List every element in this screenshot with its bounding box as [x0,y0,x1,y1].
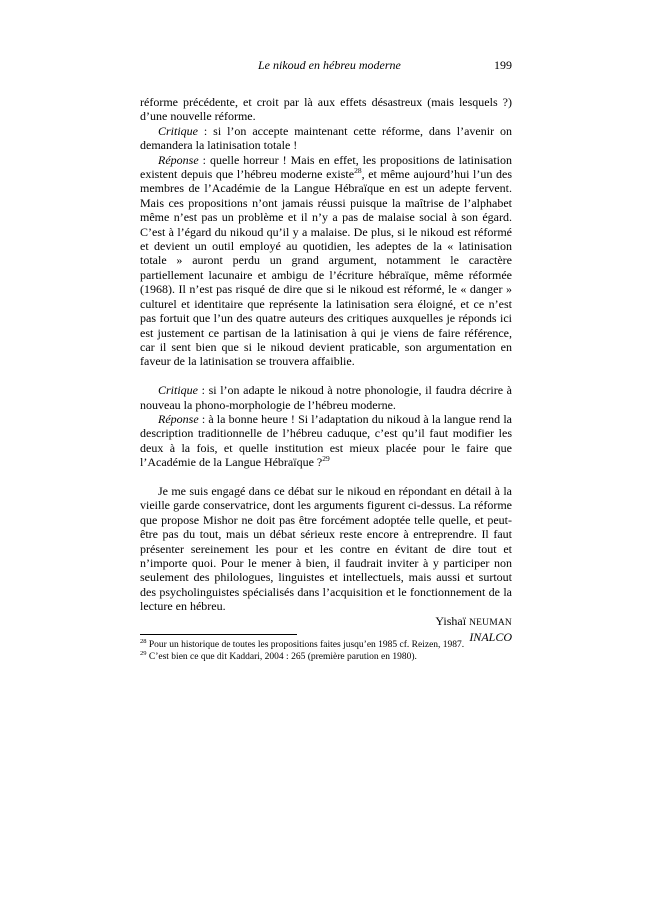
footnote-number: 29 [140,649,147,657]
page-number: 199 [494,58,512,72]
footnote-number: 28 [140,637,147,645]
paragraph-critique-1 [140,124,512,153]
paragraph-gap [140,470,512,484]
author-first-name: Yishaï [435,613,467,628]
critique-text: : si l’on accepte maintenant cette réforme, dans l’avenir on demandera la latinisation totale ! [140,123,512,153]
running-header [140,58,512,74]
paragraph-reponse-1 [140,153,512,369]
reponse-label: Réponse [158,152,199,167]
reponse-text-a: : quelle horreur ! Mais en effet, les propositions de latinisation existent depuis que l’hébreu moderne existe [140,152,512,182]
running-title: Le nikoud en hébreu moderne [258,58,401,72]
paragraph-conclusion: Je me suis engagé dans ce débat sur le nikoud en répondant en détail à la vieille garde conservatrice, dont les arguments figurent ci-dessus. La réforme que propose Mishor ne doit pas être forcément adoptée telle quelle, et peut-être pas du tout, mais un débat sérieux reste encore à entreprendre. Il faut présenter sereinement les pour et les contre en évitant de dire tout et n’importe quoi. Pour le mener à bien, il faudrait inviter à y participer non seulement des philologues, linguistes et intellectuels, mais aussi et surtout des psycholinguistes spécialisés dans l’acquisition et le fonctionnement de la lecture en hébreu. [140,483,512,614]
footnote-text: Pour un historique de toutes les propositions faites jusqu’en 1985 cf. Reizen, 1987. [148,640,465,650]
critique-text: : si l’on adapte le nikoud à notre phonologie, il faudra décrire à nouveau la phono-morphologie de l’hébreu moderne. [140,383,512,412]
reponse-text-b: , et même aujourd’hui l’un des membres de l’Académie de la Langue Hébraïque en est un adepte fervent. Mais ces propositions n’ont jamais réussi puisque la maîtrise de l’alphabet même n’est pas un problème et il n’y a pas de malaise social à son égard. C’est à l’égard du nikoud qu’il y a malaise. De plus, si le nikoud est réformé et devient un outil employé au quotidien, les adeptes de la « latinisation totale » auront perdu un grand argument, notamment le caractère partiellement lacunaire et ambigu de l’écriture hébraïque, même réformée (1968). Il n’est pas risqué de dire que si le nikoud est réformé, le « danger » culturel et identitaire que représente la latinisation sera éloigné, et ce n’est pas fortuit que l’un des quatre auteurs des critiques auxquelles je réponds ici est justement ce partisan de la latinisation à qui je viens de faire référence, car il sent bien que si le nikoud devient praticable, son argumentation en faveur de la latinisation se trouvera affaiblie. [140,167,513,369]
author-institution: INALCO [469,630,512,644]
footnote-ref-28[interactable]: 28 [354,166,362,176]
paragraph-reponse-2 [140,412,512,470]
author-signature [140,614,512,630]
footnote-29 [140,649,512,664]
critique-label: Critique [158,383,199,398]
footnote-ref-29[interactable]: 29 [322,454,330,464]
reponse-label: Réponse [158,411,199,426]
paragraph-1: réforme précédente, et croit par là aux effets désastreux (mais lesquels ?) d’une nouvelle réforme. [140,95,512,124]
footnote-text: C’est bien ce que dit Kaddari, 2004 : 265 (première parution en 1980). [148,651,417,662]
critique-label: Critique [158,123,199,138]
author-last-name: NEUMAN [469,617,512,628]
footnote-rule [140,634,297,635]
body-text [140,95,512,644]
paragraph-gap [140,369,512,383]
paragraph-critique-2 [140,383,512,412]
reponse-text: : à la bonne heure ! Si l’adaptation du nikoud à la langue rend la description traditionnelle de l’hébreu caduque, c’est qu’il faut modifier les deux à la fois, et quelle institution est mieux placée pour le faire que l’Académie de la Langue Hébraïque ? [140,411,512,470]
